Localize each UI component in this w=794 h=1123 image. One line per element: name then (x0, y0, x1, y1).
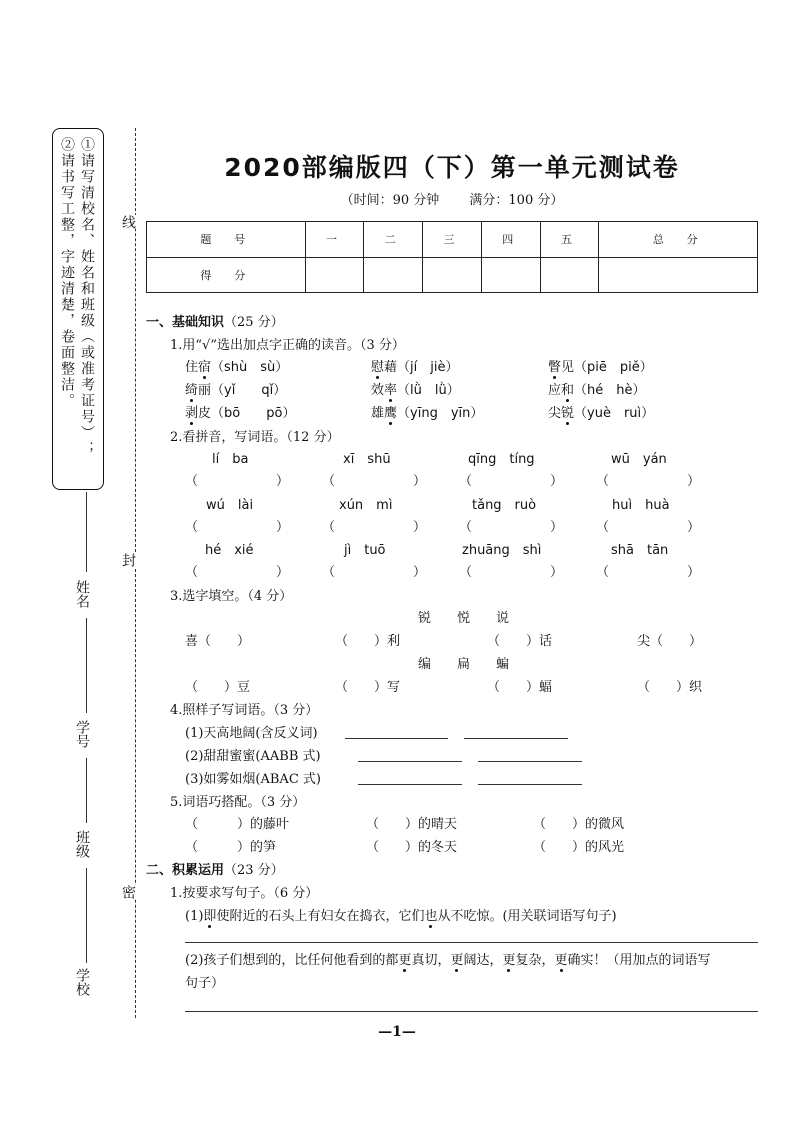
notice-box (52, 128, 104, 490)
answer-blank[interactable]: （ ） (185, 474, 290, 489)
score-header-cell: 四 (481, 222, 540, 258)
q5-title: 5.词语巧搭配。（3 分） (170, 795, 306, 810)
sentence-prompt-2-cont: 句子） (185, 976, 225, 991)
q2-title: 2.看拼音，写词语。（12 分） (170, 430, 340, 445)
seal-mark-mi: 密 (120, 885, 136, 899)
score-table-header-row (147, 222, 758, 258)
collocation-item[interactable]: （ ）的晴天 (366, 817, 458, 832)
answer-blank[interactable]: （ ） (185, 565, 290, 580)
answer-blank[interactable]: （ ） (596, 474, 701, 489)
section-1-title: 一、基础知识 (146, 315, 225, 330)
answer-blank[interactable]: （ ） (185, 520, 290, 535)
school-label: 学校 (74, 968, 90, 996)
fill-char-item[interactable]: （ ）利 (335, 634, 401, 649)
score-header-cell: 五 (540, 222, 599, 258)
q4-item: (3)如雾如烟(ABAC 式) (185, 772, 321, 787)
answer-line[interactable] (345, 738, 448, 739)
pinyin-prompt: zhuāng shì (462, 543, 542, 558)
seal-mark-feng: 封 (120, 553, 136, 567)
section-1-heading (146, 311, 284, 330)
answer-line[interactable] (185, 942, 758, 943)
q1-item: 应和（hé hè） (548, 383, 646, 398)
s2-q1-title: 1.按要求写句子。（6 分） (170, 886, 319, 901)
answer-line[interactable] (478, 784, 582, 785)
q3-char-set-1: 锐 悦 说 (418, 611, 510, 626)
score-header-cell: 题 号 (147, 222, 306, 258)
answer-blank[interactable]: （ ） (596, 565, 701, 580)
pinyin-prompt: hé xié (205, 543, 254, 558)
school-blank[interactable] (86, 868, 87, 963)
answer-line[interactable] (185, 1011, 758, 1012)
q1-item: 剥皮（bō pō） (185, 406, 296, 421)
sentence-prompt-2: (2)孩子们想到的，比任何他看到的都更真切，更阔达，更复杂，更确实！（用加点的词语写 (185, 953, 711, 968)
section-2-score: （23 分） (224, 863, 284, 878)
fill-char-item[interactable]: （ ）蝠 (487, 680, 553, 695)
score-cell[interactable] (423, 257, 482, 293)
page-number: —1— (378, 1024, 416, 1040)
collocation-item[interactable]: （ ）的冬天 (366, 840, 458, 855)
fill-char-item[interactable]: 喜（ ） (185, 634, 251, 649)
fill-char-item[interactable]: （ ）写 (335, 680, 401, 695)
q1-item: 绮丽（yǐ qǐ） (185, 383, 287, 398)
q3-title: 3.选字填空。（4 分） (170, 589, 293, 604)
score-table (146, 221, 758, 293)
pinyin-prompt: huì huà (612, 498, 670, 513)
q4-item: (2)甜甜蜜蜜(AABB 式) (185, 749, 321, 764)
notice-2: ②请书写工整，字迹清楚，卷面整洁。 (59, 137, 75, 409)
score-header-cell: 二 (364, 222, 423, 258)
sentence-prompt-1: (1)即使附近的石头上有妇女在捣衣，它们也从不吃惊。(用关联词语写句子) (185, 909, 617, 924)
pinyin-prompt: jì tuō (344, 543, 386, 558)
collocation-item[interactable]: （ ）的微风 (533, 817, 625, 832)
pinyin-prompt: tǎng ruò (472, 498, 537, 513)
score-header-cell: 一 (305, 222, 364, 258)
answer-blank[interactable]: （ ） (459, 565, 564, 580)
q1-item: 效率（lǜ lǜ） (371, 383, 460, 398)
pinyin-prompt: xún mì (339, 498, 393, 513)
q1-item: 住宿（shù sù） (185, 360, 289, 375)
pinyin-prompt: lí ba (212, 452, 249, 467)
answer-blank[interactable]: （ ） (322, 474, 427, 489)
answer-line[interactable] (358, 784, 462, 785)
score-cell[interactable] (540, 257, 599, 293)
score-header-cell: 三 (423, 222, 482, 258)
fill-char-item[interactable]: （ ）织 (637, 680, 703, 695)
notice-1: ①请写清校名、姓名和班级（或准考证号）； (79, 137, 95, 457)
answer-blank[interactable]: （ ） (459, 520, 564, 535)
fill-char-item[interactable]: （ ）话 (487, 634, 553, 649)
page-title: 2020部编版四（下）第一单元测试卷 (224, 153, 680, 182)
student-id-blank[interactable] (86, 618, 87, 713)
score-header-cell: 总 分 (599, 222, 758, 258)
pinyin-prompt: shā tān (611, 543, 669, 558)
fill-char-item[interactable]: 尖（ ） (637, 634, 703, 649)
answer-line[interactable] (464, 738, 568, 739)
answer-blank[interactable]: （ ） (322, 520, 427, 535)
answer-blank[interactable]: （ ） (459, 474, 564, 489)
q4-item: (1)天高地阔(含反义词) (185, 726, 318, 741)
q1-item: 雄鹰（yīng yīn） (371, 406, 484, 421)
class-blank[interactable] (86, 758, 87, 823)
collocation-item[interactable]: （ ）的风光 (533, 840, 625, 855)
seal-mark-line: 线 (120, 215, 136, 229)
answer-line[interactable] (478, 761, 582, 762)
q4-title: 4.照样子写词语。（3 分） (170, 703, 319, 718)
q1-item: 瞥见（piē piě） (548, 360, 653, 375)
pinyin-prompt: wú lài (206, 498, 254, 513)
answer-line[interactable] (358, 761, 462, 762)
pinyin-prompt: wū yán (611, 452, 667, 467)
q1-title: 1.用“√”选出加点字正确的读音。（3 分） (170, 338, 405, 353)
score-table-score-row (147, 257, 758, 293)
q3-char-set-2: 编 扁 蝙 (418, 657, 510, 672)
q1-item: 尖锐（yuè ruì） (548, 406, 655, 421)
answer-blank[interactable]: （ ） (596, 520, 701, 535)
q1-item: 慰藉（jí jiè） (371, 360, 459, 375)
section-1-score: （25 分） (224, 315, 284, 330)
exam-info: （时间：90 分钟 满分：100 分） (340, 193, 564, 208)
collocation-item[interactable]: （ ）的笋 (185, 840, 277, 855)
name-blank[interactable] (86, 492, 87, 572)
score-cell[interactable] (305, 257, 364, 293)
collocation-item[interactable]: （ ）的藤叶 (185, 817, 290, 832)
student-id-label: 学号 (74, 720, 90, 748)
score-cell[interactable] (481, 257, 540, 293)
fill-char-item[interactable]: （ ）豆 (185, 680, 251, 695)
section-2-heading (146, 859, 284, 878)
pinyin-prompt: xī shū (343, 452, 391, 467)
answer-blank[interactable]: （ ） (322, 565, 427, 580)
score-cell[interactable] (364, 257, 423, 293)
class-label: 班级 (74, 830, 90, 858)
name-label: 姓名 (74, 580, 90, 608)
score-cell[interactable] (599, 257, 758, 293)
section-2-title: 二、积累运用 (146, 863, 225, 878)
pinyin-prompt: qīng tíng (468, 452, 535, 467)
score-row-label: 得 分 (147, 257, 306, 293)
